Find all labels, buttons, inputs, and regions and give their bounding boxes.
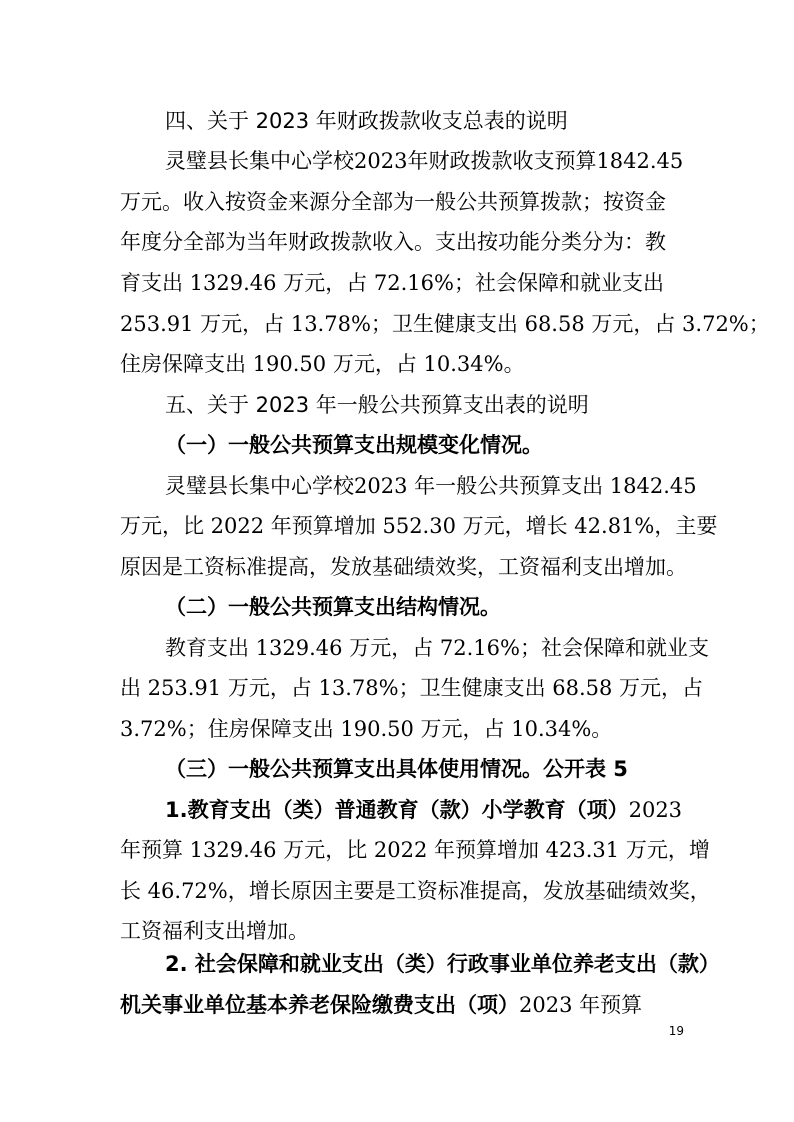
item-1-line-4: 工资福利支出增加。 bbox=[120, 919, 309, 943]
item-1-line-1 bbox=[165, 790, 682, 830]
item-2-tail: 2023 年预算 bbox=[519, 993, 643, 1017]
subsection-1-line-2: 万元，比 2022 年预算增加 552.30 万元，增长 42.81%，主要 bbox=[120, 514, 718, 538]
subsection-3-heading: （三）一般公共预算支出具体使用情况。公开表 5 bbox=[165, 757, 628, 781]
item-2-bold-part: 机关事业单位基本养老保险缴费支出（项） bbox=[120, 993, 519, 1017]
subsection-2-line-2: 出 253.91 万元，占 13.78%；卫生健康支出 68.58 万元，占 bbox=[120, 676, 704, 700]
section-4-heading: 四、关于 2023 年财政拨款收支总表的说明 bbox=[165, 109, 568, 133]
section-4-line-2: 万元。收入按资金来源分全部为一般公共预算拨款；按资金 bbox=[120, 190, 666, 214]
subsection-2-heading: （二）一般公共预算支出结构情况。 bbox=[165, 595, 501, 619]
subsection-1-line-1: 灵璧县长集中心学校2023 年一般公共预算支出 1842.45 bbox=[165, 474, 697, 498]
item-1-line-3: 长 46.72%，增长原因主要是工资标准提高，发放基础绩效奖， bbox=[120, 879, 711, 903]
section-4-line-1: 灵璧县长集中心学校2023年财政拨款收支预算1842.45 bbox=[165, 149, 684, 173]
item-1-bold-lead: 1.教育支出（类）普通教育（款）小学教育（项） bbox=[165, 798, 629, 822]
subsection-1-line-3: 原因是工资标准提高，发放基础绩效奖，工资福利支出增加。 bbox=[120, 555, 687, 579]
subsection-2-line-1: 教育支出 1329.46 万元，占 72.16%；社会保障和就业支 bbox=[165, 636, 709, 660]
section-5-heading: 五、关于 2023 年一般公共预算支出表的说明 bbox=[165, 393, 589, 417]
item-1-lead-tail: 2023 bbox=[628, 798, 683, 822]
item-1-line-2: 年预算 1329.46 万元，比 2022 年预算增加 423.31 万元，增 bbox=[120, 838, 710, 862]
subsection-1-heading: （一）一般公共预算支出规模变化情况。 bbox=[165, 433, 543, 457]
page-number: 19 bbox=[668, 1024, 684, 1038]
item-2-line-1: 2. 社会保障和就业支出（类）行政事业单位养老支出（款） bbox=[165, 952, 720, 976]
section-4-line-3: 年度分全部为当年财政拨款收入。支出按功能分类分为：教 bbox=[120, 230, 666, 254]
subsection-2-line-3: 3.72%；住房保障支出 190.50 万元，占 10.34%。 bbox=[120, 717, 613, 741]
section-4-line-4: 育支出 1329.46 万元，占 72.16%；社会保障和就业支出 bbox=[120, 271, 664, 295]
item-2-line-2 bbox=[120, 985, 642, 1025]
section-4-line-5: 253.91 万元，占 13.78%；卫生健康支出 68.58 万元，占 3.72%； bbox=[120, 312, 770, 336]
section-4-line-6: 住房保障支出 190.50 万元，占 10.34%。 bbox=[120, 352, 525, 376]
